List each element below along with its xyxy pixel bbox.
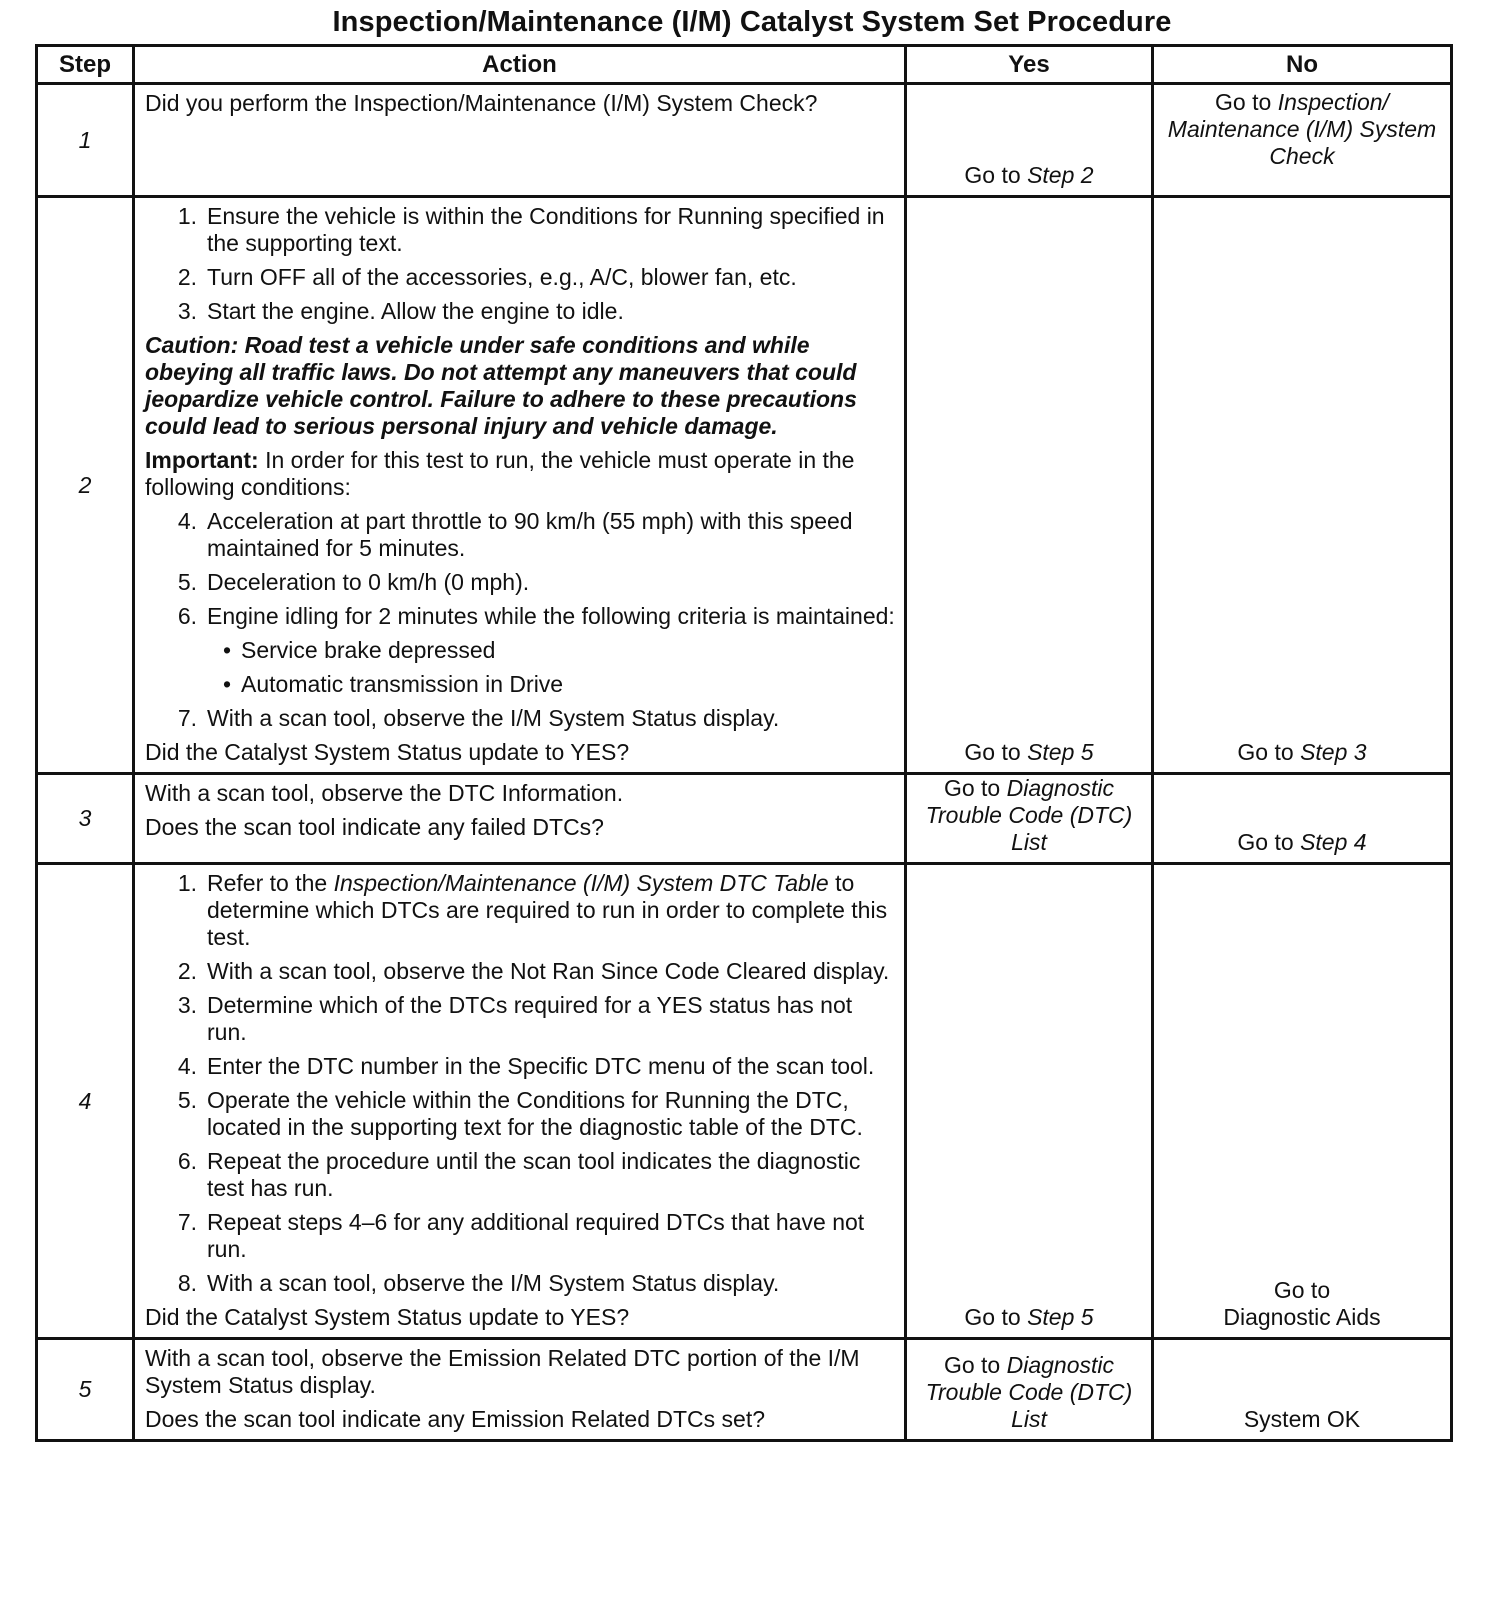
step-action: [134, 84, 906, 197]
step-instruction: With a scan tool, observe the Emission Related DTC portion of the I/M System Status display.: [145, 1345, 860, 1398]
item-text-prefix: Refer to the: [207, 870, 328, 896]
step-number: 1: [37, 84, 134, 197]
list-item: [145, 298, 896, 325]
no-header: No: [1153, 46, 1452, 84]
step-link: Diagnostic Trouble Code (DTC) List: [925, 1352, 1133, 1432]
item-text: Deceleration to 0 km/h (0 mph).: [207, 569, 530, 595]
list-item: [145, 203, 896, 257]
item-text: Engine idling for 2 minutes while the following criteria is maintained:: [207, 603, 895, 629]
item-text-suffix: to determine which DTCs are required to run in order to complete this test.: [207, 870, 888, 950]
no-cell: [1153, 864, 1452, 1339]
go-to-label: Go to: [943, 775, 1001, 801]
bullet-text: Automatic transmission in Drive: [241, 671, 564, 697]
bullet-icon: •: [222, 671, 231, 697]
step-question: Did you perform the Inspection/Maintenance (I/M) System Check?: [145, 90, 818, 116]
list-item: [145, 508, 896, 562]
item-text: With a scan tool, observe the Not Ran Since Code Cleared display.: [207, 958, 890, 984]
step-link: Step 5: [1027, 739, 1094, 765]
step-link: Step 4: [1300, 829, 1367, 855]
step-link: Inspection/ Maintenance (I/M) System Check: [1167, 89, 1437, 169]
step-question: Does the scan tool indicate any failed DTCs?: [145, 814, 604, 840]
step-action: [134, 197, 906, 774]
step-header: Step: [37, 46, 134, 84]
step-row-3: [37, 774, 1452, 864]
item-number: 6.: [177, 1148, 197, 1174]
step-action: [134, 774, 906, 864]
yes-cell: [906, 774, 1153, 864]
step-row-1: [37, 84, 1452, 197]
item-text: [207, 870, 896, 951]
no-cell: [1153, 197, 1452, 774]
page-title: Inspection/Maintenance (I/M) Catalyst System Set Procedure: [332, 6, 1172, 38]
item-text: With a scan tool, observe the I/M System Status display.: [207, 705, 780, 731]
go-to-label: Go to: [1237, 829, 1294, 855]
item-text: Acceleration at part throttle to 90 km/h (55 mph) with this speed maintained for 5 minutes.: [207, 508, 853, 561]
item-number: 5.: [177, 1087, 197, 1113]
step-question: Did the Catalyst System Status update to YES?: [145, 1304, 630, 1330]
item-number: 4.: [177, 1053, 197, 1079]
bullet-item: [145, 671, 896, 698]
step-row-4: [37, 864, 1452, 1339]
item-text: Start the engine. Allow the engine to idle.: [207, 298, 624, 324]
list-item: [145, 705, 896, 732]
table-reference: Inspection/Maintenance (I/M) System DTC Table: [333, 870, 829, 896]
item-number: 7.: [177, 1209, 197, 1235]
caution-note: Caution: Road test a vehicle under safe conditions and while obeying all traffic laws. Do not attempt any maneuvers that could jeopardize vehicle control. Failure to adhere to these precautions could lead to serious personal injury and vehicle damage.: [145, 332, 857, 439]
item-text: With a scan tool, observe the I/M System Status display.: [207, 1270, 780, 1296]
list-item: [145, 264, 896, 291]
list-item: [145, 870, 896, 951]
go-to-label: Go to: [1237, 739, 1294, 765]
yes-cell: [906, 84, 1153, 197]
yes-cell: [906, 1339, 1153, 1441]
item-text: Enter the DTC number in the Specific DTC menu of the scan tool.: [207, 1053, 875, 1079]
yes-cell: [906, 197, 1153, 774]
item-number: 7.: [177, 705, 197, 731]
go-to-label: Go to: [1273, 1277, 1331, 1303]
no-cell: [1153, 1339, 1452, 1441]
no-cell: [1153, 84, 1452, 197]
bullet-icon: •: [222, 637, 231, 663]
item-number: 2.: [177, 264, 197, 290]
step-row-5: [37, 1339, 1452, 1441]
step-number: 5: [37, 1339, 134, 1441]
important-text: In order for this test to run, the vehicle must operate in the following conditions:: [145, 447, 855, 500]
item-text: Repeat steps 4–6 for any additional required DTCs that have not run.: [207, 1209, 865, 1262]
action-header: Action: [134, 46, 906, 84]
item-number: 2.: [177, 958, 197, 984]
step-link: Step 3: [1300, 739, 1367, 765]
bullet-item: [145, 637, 896, 664]
go-to-label: Go to: [1215, 89, 1272, 115]
step-action: [134, 864, 906, 1339]
list-item: [145, 1053, 896, 1080]
go-to-label: Go to: [943, 1352, 1001, 1378]
step-link: Step 5: [1027, 1304, 1094, 1330]
yes-cell: [906, 864, 1153, 1339]
list-item: [145, 1270, 896, 1297]
important-label: Important:: [145, 447, 259, 473]
yes-header: Yes: [906, 46, 1153, 84]
list-item: [145, 569, 896, 596]
list-item: [145, 1087, 896, 1141]
list-item: [145, 1148, 896, 1202]
list-item: [145, 992, 896, 1046]
list-item: [145, 603, 896, 630]
header-row: [37, 46, 1452, 84]
item-number: 8.: [177, 1270, 197, 1296]
go-to-label: Go to: [964, 739, 1021, 765]
item-text: Operate the vehicle within the Conditions for Running the DTC, located in the supporting text for the diagnostic table of the DTC.: [207, 1087, 863, 1140]
item-text: Turn OFF all of the accessories, e.g., A/C, blower fan, etc.: [207, 264, 797, 290]
procedure-table: [35, 44, 1453, 1442]
step-question: Did the Catalyst System Status update to YES?: [145, 739, 630, 765]
system-ok-text: System OK: [1243, 1406, 1361, 1432]
item-text: Ensure the vehicle is within the Conditions for Running specified in the supporting text.: [207, 203, 885, 256]
item-number: 3.: [177, 992, 197, 1018]
step-instruction: With a scan tool, observe the DTC Information.: [145, 780, 624, 806]
item-text: Repeat the procedure until the scan tool indicates the diagnostic test has run.: [207, 1148, 861, 1201]
item-text: Determine which of the DTCs required for a YES status has not run.: [207, 992, 853, 1045]
go-to-label: Go to: [964, 162, 1021, 188]
important-note: [145, 447, 896, 501]
bullet-text: Service brake depressed: [241, 637, 496, 663]
step-number: 3: [37, 774, 134, 864]
step-number: 2: [37, 197, 134, 774]
step-link: Step 2: [1027, 162, 1094, 188]
go-to-label: Go to: [964, 1304, 1021, 1330]
list-item: [145, 958, 896, 985]
step-action: [134, 1339, 906, 1441]
step-row-2: [37, 197, 1452, 774]
item-number: 3.: [177, 298, 197, 324]
item-number: 1.: [177, 870, 197, 896]
item-number: 6.: [177, 603, 197, 629]
item-number: 1.: [177, 203, 197, 229]
step-link: Diagnostic Aids: [1223, 1304, 1381, 1330]
item-number: 4.: [177, 508, 197, 534]
step-link: Diagnostic Trouble Code (DTC) List: [925, 775, 1133, 855]
list-item: [145, 1209, 896, 1263]
step-question: Does the scan tool indicate any Emission Related DTCs set?: [145, 1406, 766, 1432]
no-cell: [1153, 774, 1452, 864]
item-number: 5.: [177, 569, 197, 595]
step-number: 4: [37, 864, 134, 1339]
